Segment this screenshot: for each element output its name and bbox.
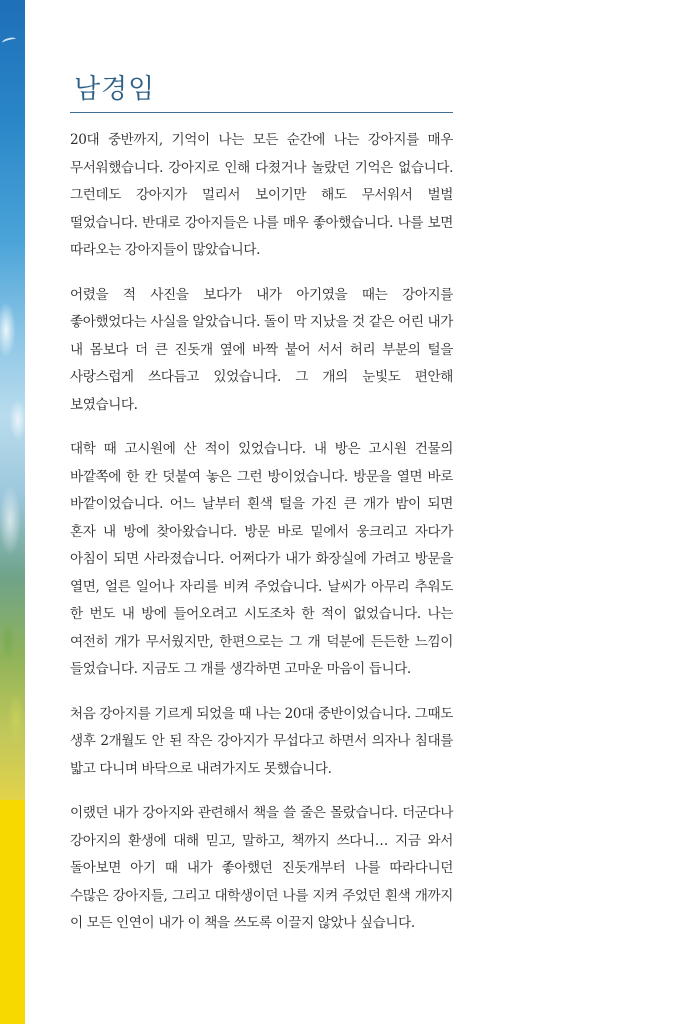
book-spine-illustration — [0, 0, 25, 1024]
paragraph-2: 어렸을 적 사진을 보다가 내가 아기였을 때는 강아지를 좋아했었다는 사실을 알았습니다. 돌이 막 지났을 것 같은 어린 내가 내 몸보다 더 큰 진돗개 옆에 바짝 붙어 서서 허리 부분의 털을 사랑스럽게 쓰다듬고 있었습니다. 그 개의 눈빛도 편안해 보였습니다. — [70, 286, 453, 413]
paragraph-5: 이랬던 내가 강아지와 관련해서 책을 쓸 줄은 몰랐습니다. 더군다나 강아지의 환생에 대해 믿고, 말하고, 책까지 쓰다니… 지금 와서 돌아보면 아기 때 내가 좋아했던 진돗개부터 나를 따라다니던 수많은 강아지들, 그리고 대학생이던 나를 지켜 주었던 흰색 개까지 이 모든 인연이 내가 이 책을 쓰도록 이끌지 않았나 싶습니다. — [70, 805, 453, 931]
heading-underline — [70, 112, 453, 113]
page-content — [70, 72, 453, 955]
paragraph-1: 20대 중반까지, 기억이 나는 모든 순간에 나는 강아지를 매우 무서워했습니다. 강아지로 인해 다쳤거나 놀랐던 기억은 없습니다. 그런데도 강아지가 멀리서 보이기만 해도 무서워서 벌벌 떨었습니다. 반대로 강아지들은 나를 매우 좋아했습니다. 나를 보면 따라오는 강아지들이 많았습니다. — [70, 132, 453, 258]
spine-sky-painting — [0, 0, 25, 800]
paragraph-4: 처음 강아지를 기르게 되었을 때 나는 20대 중반이었습니다. 그때도 생후 2개월도 안 된 작은 강아지가 무섭다고 하면서 의자나 침대를 밟고 다니며 바닥으로 내려가지도 못했습니다. — [70, 705, 453, 777]
paragraph-3: 대학 때 고시원에 산 적이 있었습니다. 내 방은 고시원 건물의 바깥쪽에 한 칸 덧붙여 놓은 그런 방이었습니다. 방문을 열면 바로 바깥이었습니다. 어느 날부터 흰색 털을 가진 큰 개가 밤이 되면 혼자 내 방에 찾아왔습니다. 방문 바로 밑에서 웅크리고 자다가 아침이 되면 사라졌습니다. 어쩌다가 내가 화장실에 가려고 방문을 열면, 얼른 일어나 자리를 비켜 주었습니다. 날씨가 아무리 추워도 한 번도 내 방에 들어오려고 시도조차 한 적이 없었습니다. 나는 여전히 개가 무서웠지만, 한편으로는 그 개 덕분에 든든한 느낌이 들었습니다. 지금도 그 개를 생각하면 고마운 마음이 듭니다. — [70, 441, 453, 677]
author-name-heading: 남경임 — [74, 74, 156, 105]
spine-yellow-band — [0, 800, 25, 1024]
